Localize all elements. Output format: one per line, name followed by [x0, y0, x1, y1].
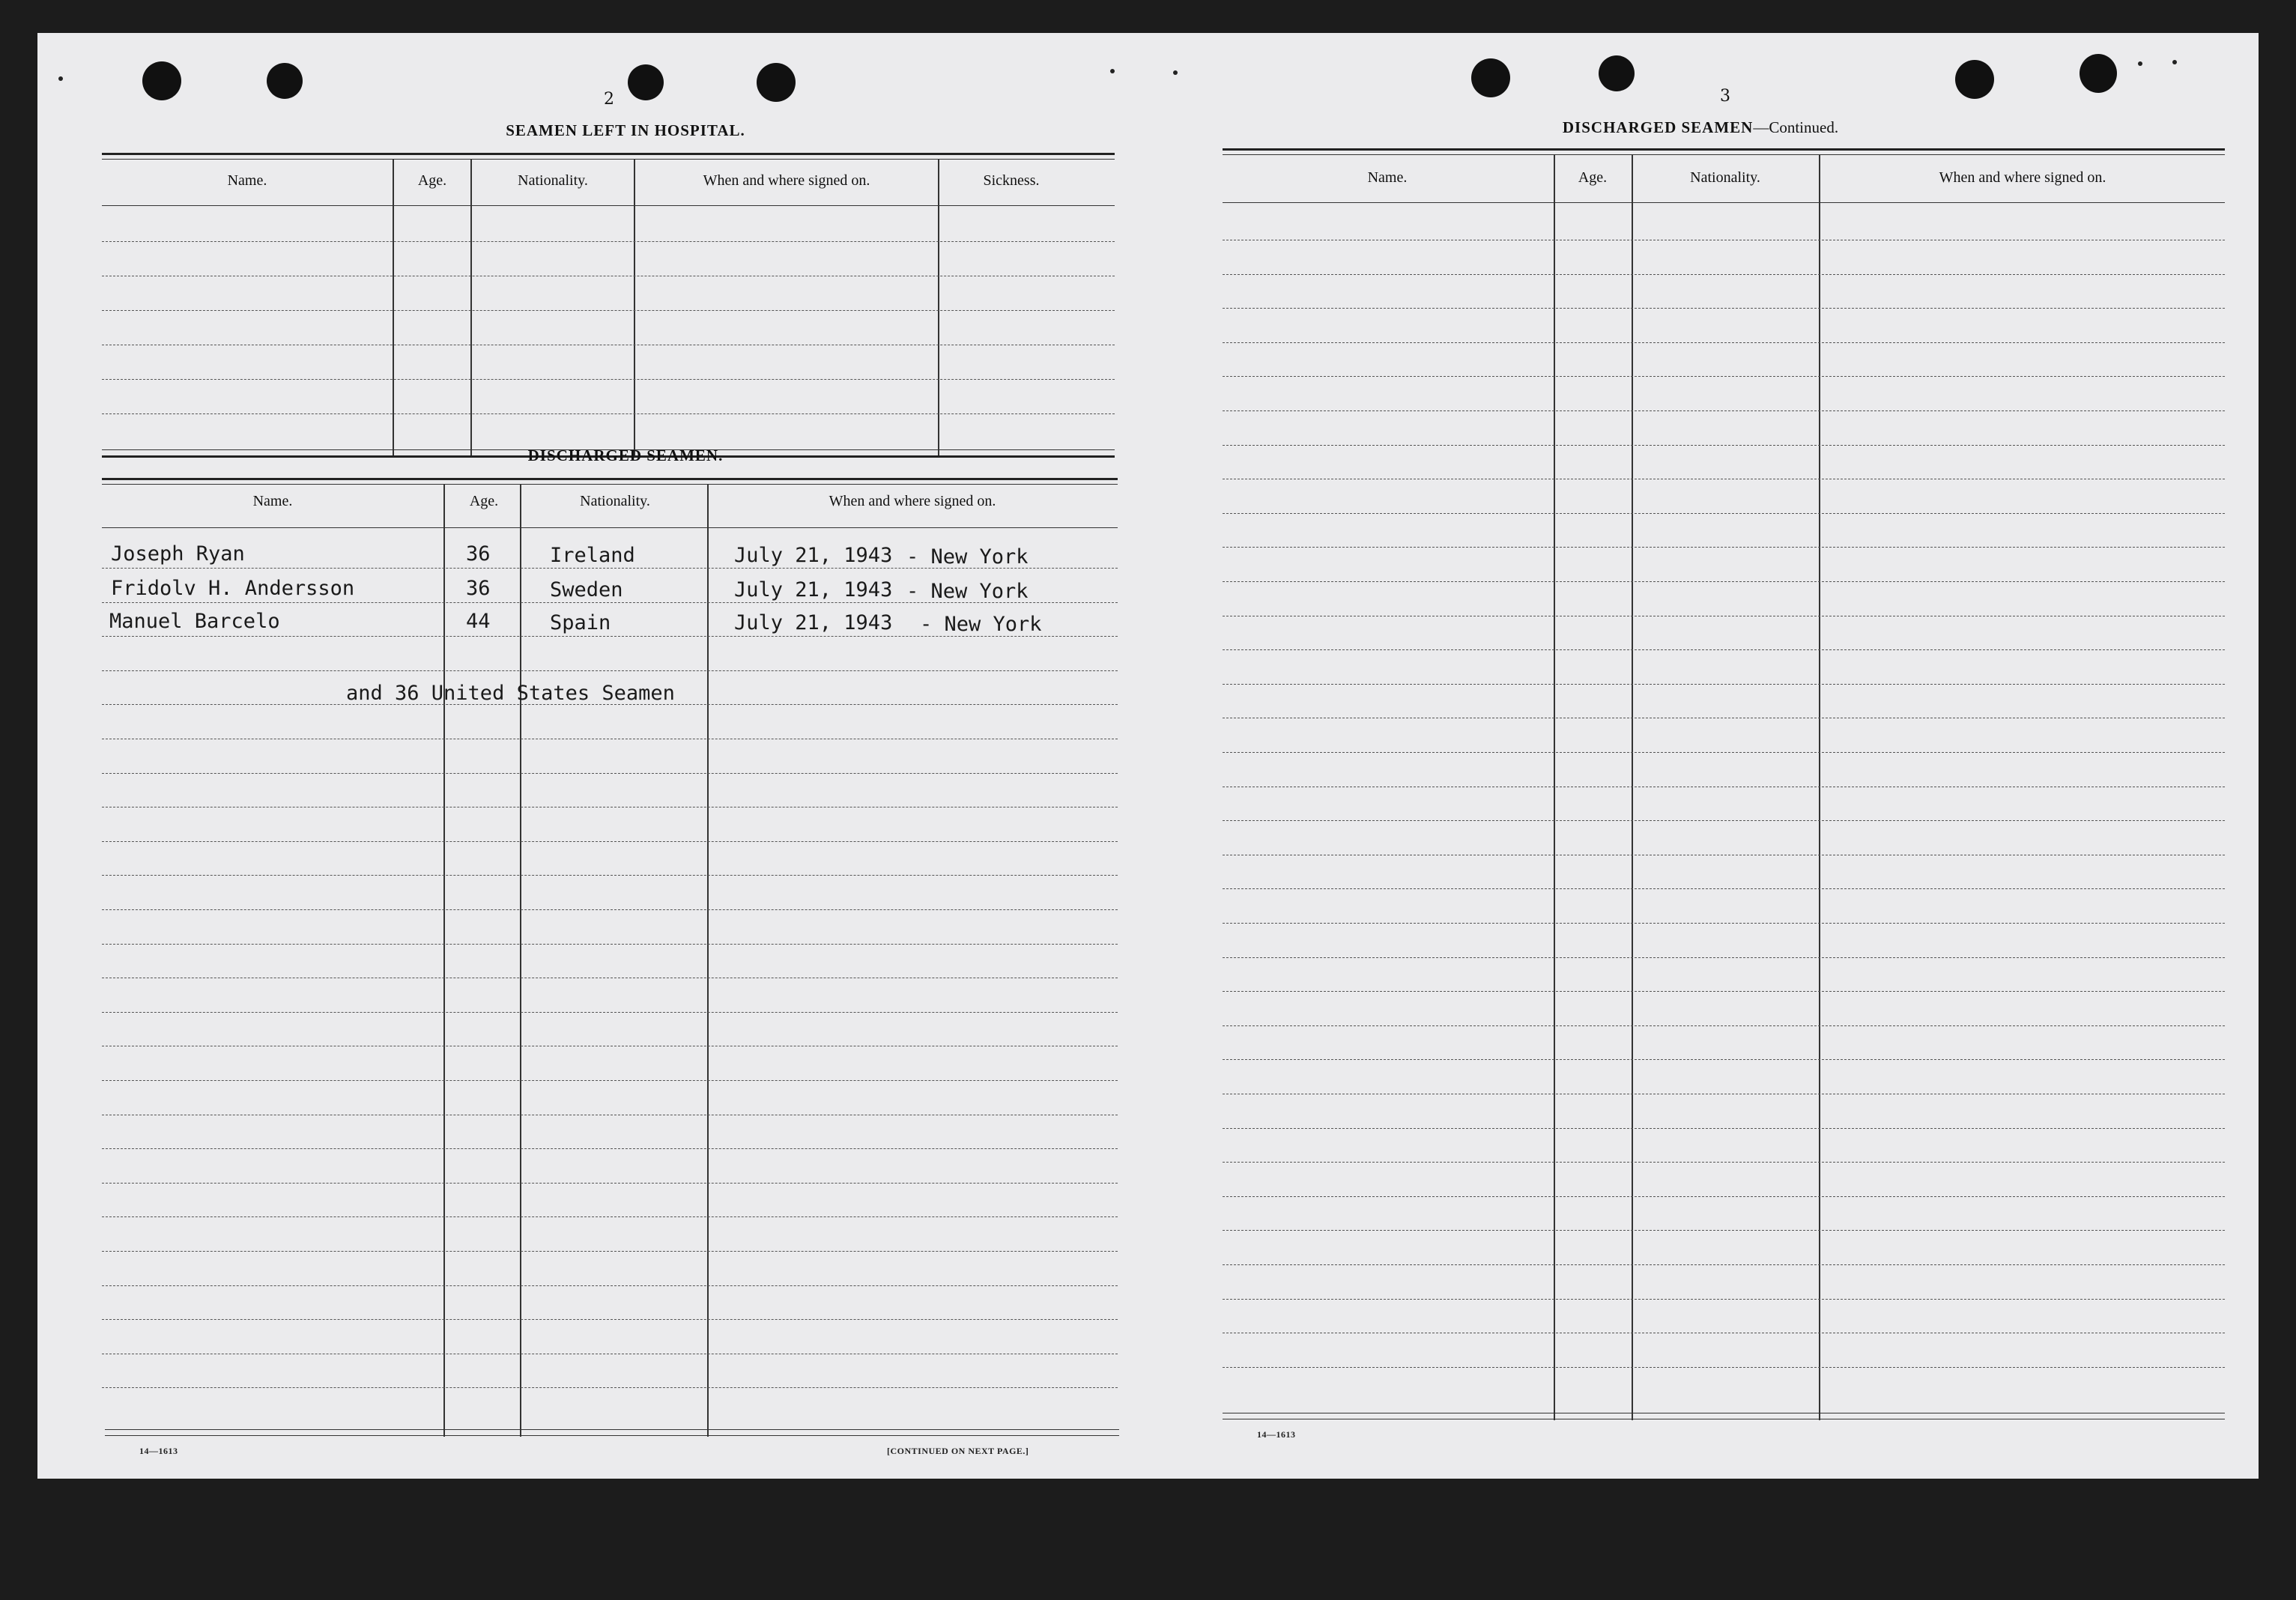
col-header-name: Name. [227, 172, 267, 189]
row-3-age: 44 [466, 610, 491, 633]
row-line [1223, 649, 2225, 650]
row-line [1223, 820, 2225, 821]
row-1-place: - New York [906, 545, 1029, 569]
top-rule [102, 153, 1115, 155]
speck [2172, 60, 2177, 64]
speck [1110, 69, 1115, 73]
row-line [102, 1080, 1118, 1081]
row-line [1223, 342, 2225, 343]
column-divider [393, 159, 394, 455]
page-number: 3 [1720, 87, 1730, 106]
row-2-place: - New York [906, 580, 1029, 603]
row-3-place: - New York [920, 613, 1042, 636]
row-3-name: Manuel Barcelo [109, 610, 280, 633]
title-main: DISCHARGED SEAMEN [1562, 118, 1754, 136]
row-1-date: July 21, 1943 [734, 544, 893, 567]
row-3-nationality: Spain [550, 611, 611, 634]
col-header-when-where: When and where signed on. [703, 172, 870, 189]
row-line [1223, 923, 2225, 924]
col-header-name: Name. [1367, 169, 1408, 186]
column-divider [470, 159, 472, 455]
page-number: 2 [604, 90, 614, 109]
row-line [102, 1148, 1118, 1149]
us-seamen-note: and 36 United States Seamen [346, 682, 675, 705]
bottom-rule [105, 1435, 1119, 1436]
row-1-nationality: Ireland [550, 544, 635, 567]
row-line [102, 1319, 1118, 1320]
page-3 [1154, 33, 2259, 1479]
row-line [1223, 308, 2225, 309]
row-line [1223, 513, 2225, 514]
row-line [1223, 376, 2225, 377]
punch-hole [1599, 55, 1635, 91]
top-rule-thin [1223, 154, 2225, 155]
row-line [1223, 1196, 2225, 1197]
row-line [102, 944, 1118, 945]
bottom-rule [105, 1429, 1119, 1430]
discharged-continued-title [1401, 118, 2000, 137]
column-divider [443, 484, 445, 1437]
row-2-nationality: Sweden [550, 578, 623, 601]
row-line [102, 379, 1115, 380]
col-header-age: Age. [1578, 169, 1608, 186]
punch-hole [1955, 60, 1994, 99]
row-line [102, 636, 1118, 637]
header-rule [102, 205, 1115, 206]
discharged-section-title: DISCHARGED SEAMEN. [527, 446, 724, 464]
row-1-age: 36 [466, 542, 491, 566]
row-2-date: July 21, 1943 [734, 578, 893, 601]
title-suffix: —Continued. [1753, 118, 1839, 136]
row-line [102, 413, 1115, 414]
form-number: 14—1613 [139, 1446, 178, 1456]
hospital-section-title: SEAMEN LEFT IN HOSPITAL. [506, 121, 745, 139]
row-line [1223, 547, 2225, 548]
header-rule [102, 527, 1118, 528]
column-divider [520, 484, 521, 1437]
col-header-age: Age. [417, 172, 447, 189]
row-line [1223, 1367, 2225, 1368]
speck [58, 76, 63, 81]
col-header-age: Age. [469, 493, 499, 509]
row-line [1223, 1264, 2225, 1265]
top-rule [102, 478, 1118, 480]
row-line [1223, 888, 2225, 889]
row-line [102, 909, 1118, 910]
page-2 [37, 33, 1154, 1479]
col-header-nationality: Nationality. [1690, 169, 1760, 186]
top-rule [1223, 148, 2225, 151]
col-header-name: Name. [252, 493, 293, 509]
punch-hole [1471, 58, 1510, 97]
punch-hole [757, 63, 796, 102]
speck [2138, 61, 2142, 66]
row-line [102, 1216, 1118, 1217]
row-3-date: July 21, 1943 [734, 611, 893, 634]
row-line [1223, 1162, 2225, 1163]
header-rule [1223, 202, 2225, 203]
col-header-when-where: When and where signed on. [829, 493, 996, 509]
speck [1173, 70, 1178, 75]
column-divider [634, 159, 635, 455]
row-line [102, 670, 1118, 671]
top-rule-thin [102, 159, 1115, 160]
row-line [1223, 445, 2225, 446]
form-number: 14—1613 [1257, 1429, 1296, 1440]
row-line [1223, 1230, 2225, 1231]
row-line [1223, 581, 2225, 582]
col-header-when-where: When and where signed on. [1939, 169, 2106, 186]
top-rule-thin [102, 484, 1118, 485]
row-line [102, 1183, 1118, 1184]
row-line [102, 1251, 1118, 1252]
row-line [102, 841, 1118, 842]
row-line [1223, 957, 2225, 958]
row-line [1223, 991, 2225, 992]
row-2-name: Fridolv H. Andersson [111, 577, 355, 600]
col-header-nationality: Nationality. [580, 493, 650, 509]
column-divider [938, 159, 939, 455]
row-line [1223, 1299, 2225, 1300]
row-line [102, 1285, 1118, 1286]
row-line [1223, 1025, 2225, 1026]
row-1-name: Joseph Ryan [111, 542, 245, 566]
punch-hole [267, 63, 303, 99]
row-line [102, 241, 1115, 242]
row-line [1223, 1059, 2225, 1060]
row-line [102, 1387, 1118, 1388]
col-header-nationality: Nationality. [518, 172, 588, 189]
continued-note: [CONTINUED ON NEXT PAGE.] [887, 1446, 1029, 1456]
row-line [102, 875, 1118, 876]
row-2-age: 36 [466, 577, 491, 600]
punch-hole [628, 64, 664, 100]
punch-hole [142, 61, 181, 100]
row-line [102, 1012, 1118, 1013]
row-line [1223, 274, 2225, 275]
punch-hole [2080, 54, 2117, 93]
column-divider [707, 484, 709, 1437]
row-line [102, 310, 1115, 311]
row-line [1223, 684, 2225, 685]
row-line [1223, 1128, 2225, 1129]
row-line [102, 773, 1118, 774]
row-line [1223, 752, 2225, 753]
row-line [1223, 410, 2225, 411]
col-header-sickness: Sickness. [983, 172, 1040, 189]
